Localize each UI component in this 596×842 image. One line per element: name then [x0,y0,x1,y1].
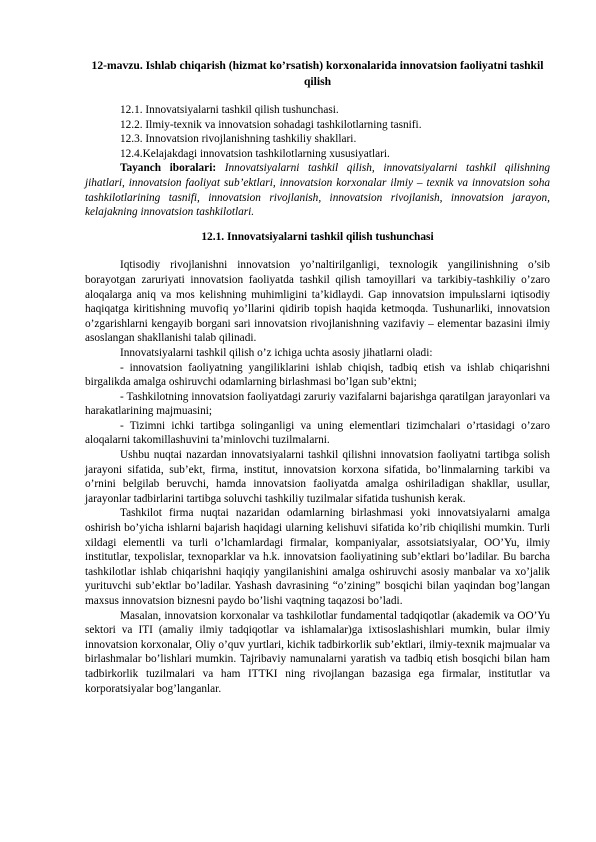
list-item: - Tizimni ichki tartibga solinganligi va uning elementlari tizimchalari o’rtasidagi o’zaro aloqalarni takomillashuvini ta’minlovchi tuzilmalarni. [85,419,550,447]
paragraph: Tashkilot firma nuqtai nazaridan odamlarning birlashmasi yoki innovatsiyalarni amalga oshirish bo’yicha ishlarni bajarish haqidagi ularning kelishuvi sifatida ko’rib chiqilishi mumkin. Turli xildagi elementli va turli o’lchamlardagi firmalar, kompaniyalar, assotsiatsiyalar, OO’Yu, ilmiy institutlar, texpolislar, texnoparklar va h.k. innovatsion faoliyatining sub’ektlari bo’ladilar. Bu barcha tashkilotlar ishlab chiqarishni haqiqiy yangilanishini amalga oshiruvchi asosiy manbalar va xo’jalik yurituvchi sub’ektlar bo’ladilar. Yashash davrasining “o’zining” bosqichi bilan yaqindan bog’langan maxsus innovatsion biznesni paydo bo’lishi vaqtning taqazosi bo’ladi. [85,507,550,607]
keywords-text: Innovatsiyalarni tashkil qilish, innovatsiyalarni tashkil qilishning jihatlari, innovatsion faoliyat sub’ektlari, innovatsion korxonalar ilmiy – texnik va innovatsion soha tashkilotlarining tasnifi, innovatsion rivojlanish, innovatsion rivojlanish, innovatsion jarayon, kelajakning innovatsion tashkilotlari. [85,162,550,219]
paragraph: Ushbu nuqtai nazardan innovatsiyalarni tashkil qilishni innovatsion faoliyatni tartibga solish jarayoni sifatida, sub’ekt, firma, institut, innovatsion korxona sifatida, bo’linmalarning tarkibi va o’rnini belgilab beruvchi, hamda innovatsion faoliyatda amalga oshiriladigan shakllar, usullar, jarayonlar tadbirlarini tartibga soluvchi tashkiliy tuzilmalar sifatida tushunish kerak. [85,449,550,505]
list-item: - Tashkilotning innovatsion faoliyatdagi zaruriy vazifalarni bajarishga qaratilgan jarayonlari va harakatlarining majmuasini; [85,390,550,418]
topic-outline [85,103,550,161]
outline-item: 12.4.Kelajakdagi innovatsion tashkilotlarning xususiyatlari. [120,147,390,160]
paragraph: Innovatsiyalarni tashkil qilish o’z ichiga uchta asosiy jihatlarni oladi: [120,346,433,359]
paragraph: Masalan, innovatsion korxonalar va tashkilotlar fundamental tadqiqotlar (akademik va OO’Yu sektori va ITI (amaliy ilmiy tadqiqotlar va ishlamalar)ga ixtisoslashishlari mumkin, bular ilmiy innovatsion korxonalar, Oliy o’quv yurtlari, kichik tadbirkorlik sub’ektlari, ilmiy-texnik majmualar va birlashmalar bo’lishlari mumkin. Tajribaviy namunalarni yaratish va tadbiq etish bosqichi bilan ham tadbirkorlik tuzilmalari va ham ITTKI ning rivojlangan bazasiga ega firmalar, institutlar va korporatsiyalar bog’langanlar. [85,609,550,695]
keywords-label: Tayanch iboralari: [120,162,217,175]
outline-item: 12.1. Innovatsiyalarni tashkil qilish tushunchasi. [120,104,339,116]
paragraph: Iqtisodiy rivojlanishni innovatsion yo’naltirilganligi, texnologik yangilinishning o’sib borayotgan zaruriyati innovatsion faoliyatda tashkil qilish tamoyillari va tarkibiy-tashkiliy o’zaro aloqalarga aniq va mos kelishning muhimligini ta’kidlaydi. Gap innovatsion impulьslarni iqtisodiy haqiqatga kiritishning muvofiq yo’llarini qidirib topish haqida ketmoqda. Tushunarliki, innovatsion o’zgarishlarni kengayib borgani sari innovatsion rivojlanishning vazifaviy – elementar bazasini ilmiy asoslangan shakllanishi talab qilinadi. [85,259,550,345]
section-body [85,258,550,696]
keywords-block [85,161,550,219]
section-title: 12.1. Innovatsiyalarni tashkil qilish tushunchasi [201,230,434,243]
outline-item: 12.3. Innovatsion rivojlanishning tashkiliy shakllari. [120,133,357,146]
list-item: - innovatsion faoliyatning yangiliklarini ishlab chiqish, tadbiq etish va ishlab chiqarishni birgalikda amalga oshiruvchi odamlarning birlashmasi bo’lgan sub’ektni; [85,361,550,389]
page-title: 12-mavzu. Ishlab chiqarish (hizmat ko’rsatish) korxonalarida innovatsion faoliyatni tashkil qilish [91,59,544,88]
outline-item: 12.2. Ilmiy-texnik va innovatsion sohadagi tashkilotlarning tasnifi. [120,118,422,131]
